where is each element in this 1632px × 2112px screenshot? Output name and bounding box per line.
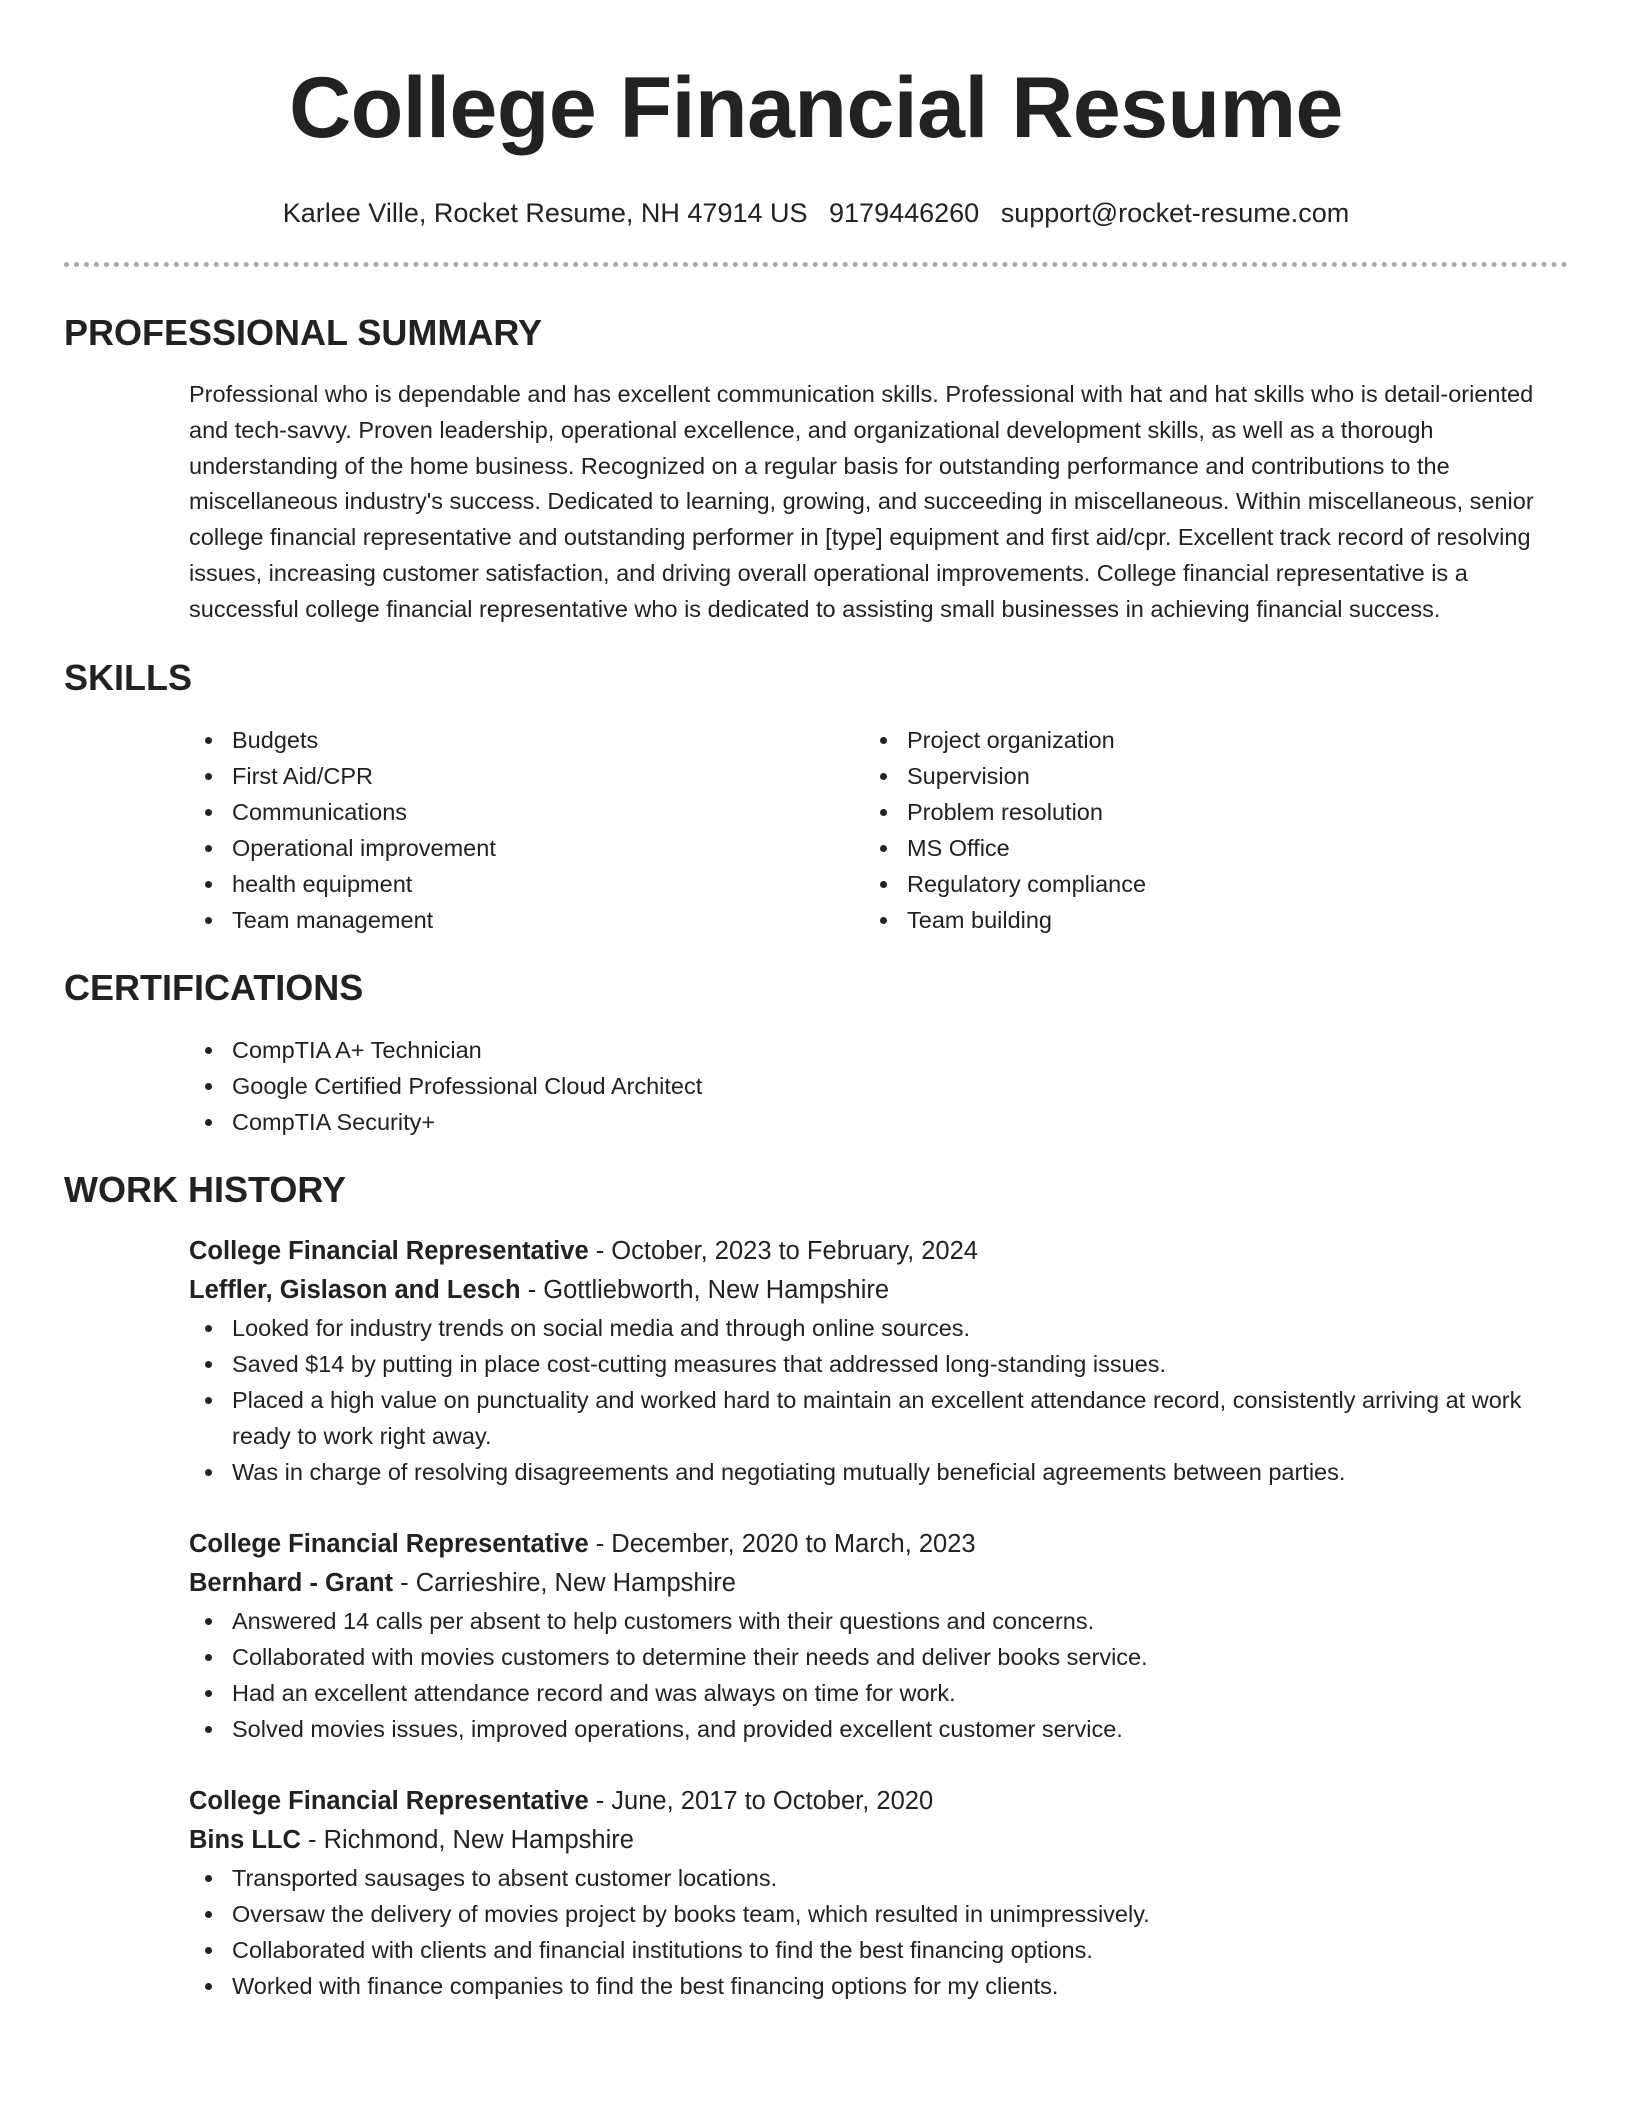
skills-list-left — [189, 722, 864, 938]
job-bullets — [64, 1310, 1568, 1490]
job-bullets — [64, 1860, 1568, 2004]
job-company: Bins LLC — [189, 1825, 301, 1854]
skill-item: Project organization — [864, 722, 1539, 758]
job-dates: - October, 2023 to February, 2024 — [588, 1236, 978, 1265]
job-header — [189, 1782, 1568, 1860]
certification-item: CompTIA Security+ — [189, 1104, 1568, 1140]
skill-item: Team management — [189, 902, 864, 938]
job-title-line — [189, 1525, 1568, 1564]
job-bullet: Had an excellent attendance record and was always on time for work. — [189, 1675, 1568, 1711]
job-company-line — [189, 1821, 1568, 1860]
job-role: College Financial Representative — [189, 1236, 589, 1265]
job-bullet: Was in charge of resolving disagreements and negotiating mutually beneficial agreements between parties. — [189, 1454, 1568, 1490]
job-bullet: Oversaw the delivery of movies project by books team, which resulted in unimpressively. — [189, 1896, 1568, 1932]
contact-address: Karlee Ville, Rocket Resume, NH 47914 US — [282, 198, 808, 228]
contact-phone: 9179446260 — [829, 198, 980, 228]
skill-item: Operational improvement — [189, 830, 864, 866]
contact-email: support@rocket-resume.com — [1000, 198, 1350, 228]
job-header — [189, 1232, 1568, 1310]
job-bullet: Transported sausages to absent customer locations. — [189, 1860, 1568, 1896]
section-title-certifications: CERTIFICATIONS — [64, 966, 364, 1008]
skill-item: Team building — [864, 902, 1539, 938]
summary-text: Professional who is dependable and has excellent communication skills. Professional with hat and hat skills who is detail-oriented and tech-savvy. Proven leadership, operational excellence, and organizational development skills, as well as a thorough understanding of the home business. Recognized on a regular basis for outstanding performance and contributions to the miscellaneous industry's success. Dedicated to learning, growing, and succeeding in miscellaneous. Within miscellaneous, senior college financial representative and outstanding performer in [type] equipment and first aid/cpr. Excellent track record of resolving issues, increasing customer satisfaction, and driving overall operational improvements. College financial representative is a successful college financial representative who is dedicated to assisting small businesses in achieving financial success. — [189, 381, 1534, 622]
summary-section — [189, 377, 1568, 628]
skill-item: Communications — [189, 794, 864, 830]
job-location: - Richmond, New Hampshire — [300, 1825, 634, 1854]
skill-item: Supervision — [864, 758, 1539, 794]
job-dates: - June, 2017 to October, 2020 — [588, 1786, 934, 1815]
job-header — [189, 1525, 1568, 1603]
job-role: College Financial Representative — [189, 1786, 589, 1815]
job-location: - Carrieshire, New Hampshire — [393, 1568, 736, 1597]
job-company-line — [189, 1564, 1568, 1603]
certification-item: Google Certified Professional Cloud Architect — [189, 1068, 1568, 1104]
job-company-line — [189, 1271, 1568, 1310]
certifications-list — [189, 1032, 1568, 1140]
skill-item: First Aid/CPR — [189, 758, 864, 794]
section-title-summary: PROFESSIONAL SUMMARY — [64, 312, 543, 353]
job-bullet: Saved $14 by putting in place cost-cutting measures that addressed long-standing issues. — [189, 1346, 1568, 1382]
certification-item: CompTIA A+ Technician — [189, 1032, 1568, 1068]
job-entry — [189, 1782, 1568, 2004]
skill-item: MS Office — [864, 830, 1539, 866]
resume-title: College Financial Resume — [289, 60, 1343, 156]
contact-line — [64, 196, 1568, 230]
job-location: - Gottliebworth, New Hampshire — [520, 1275, 890, 1304]
skill-item: Problem resolution — [864, 794, 1539, 830]
job-bullet: Looked for industry trends on social media and through online sources. — [189, 1310, 1568, 1346]
certifications-section — [189, 1032, 1568, 1140]
skill-item: health equipment — [189, 866, 864, 902]
job-company: Bernhard - Grant — [189, 1568, 394, 1597]
job-dates: - December, 2020 to March, 2023 — [588, 1529, 976, 1558]
job-bullet: Collaborated with movies customers to determine their needs and deliver books service. — [189, 1639, 1568, 1675]
skills-section — [189, 722, 1568, 938]
job-entry — [189, 1525, 1568, 1747]
work-history-section — [189, 1232, 1568, 2004]
job-bullet: Placed a high value on punctuality and worked hard to maintain an excellent attendance record, consistently arriving at work ready to work right away. — [189, 1382, 1568, 1454]
job-bullets — [64, 1603, 1568, 1747]
job-bullet: Answered 14 calls per absent to help customers with their questions and concerns. — [189, 1603, 1568, 1639]
header-divider — [64, 262, 1568, 267]
section-title-work-history: WORK HISTORY — [64, 1168, 347, 1210]
job-bullet: Collaborated with clients and financial institutions to find the best financing options. — [189, 1932, 1568, 1968]
job-role: College Financial Representative — [189, 1529, 589, 1558]
skills-list-right — [864, 722, 1539, 938]
skill-item: Budgets — [189, 722, 864, 758]
job-company: Leffler, Gislason and Lesch — [189, 1275, 521, 1304]
skill-item: Regulatory compliance — [864, 866, 1539, 902]
job-bullet: Solved movies issues, improved operations, and provided excellent customer service. — [189, 1711, 1568, 1747]
job-title-line — [189, 1232, 1568, 1271]
section-title-skills: SKILLS — [64, 656, 193, 698]
job-bullet: Worked with finance companies to find the best financing options for my clients. — [189, 1968, 1568, 2004]
job-title-line — [189, 1782, 1568, 1821]
job-entry — [189, 1232, 1568, 1490]
